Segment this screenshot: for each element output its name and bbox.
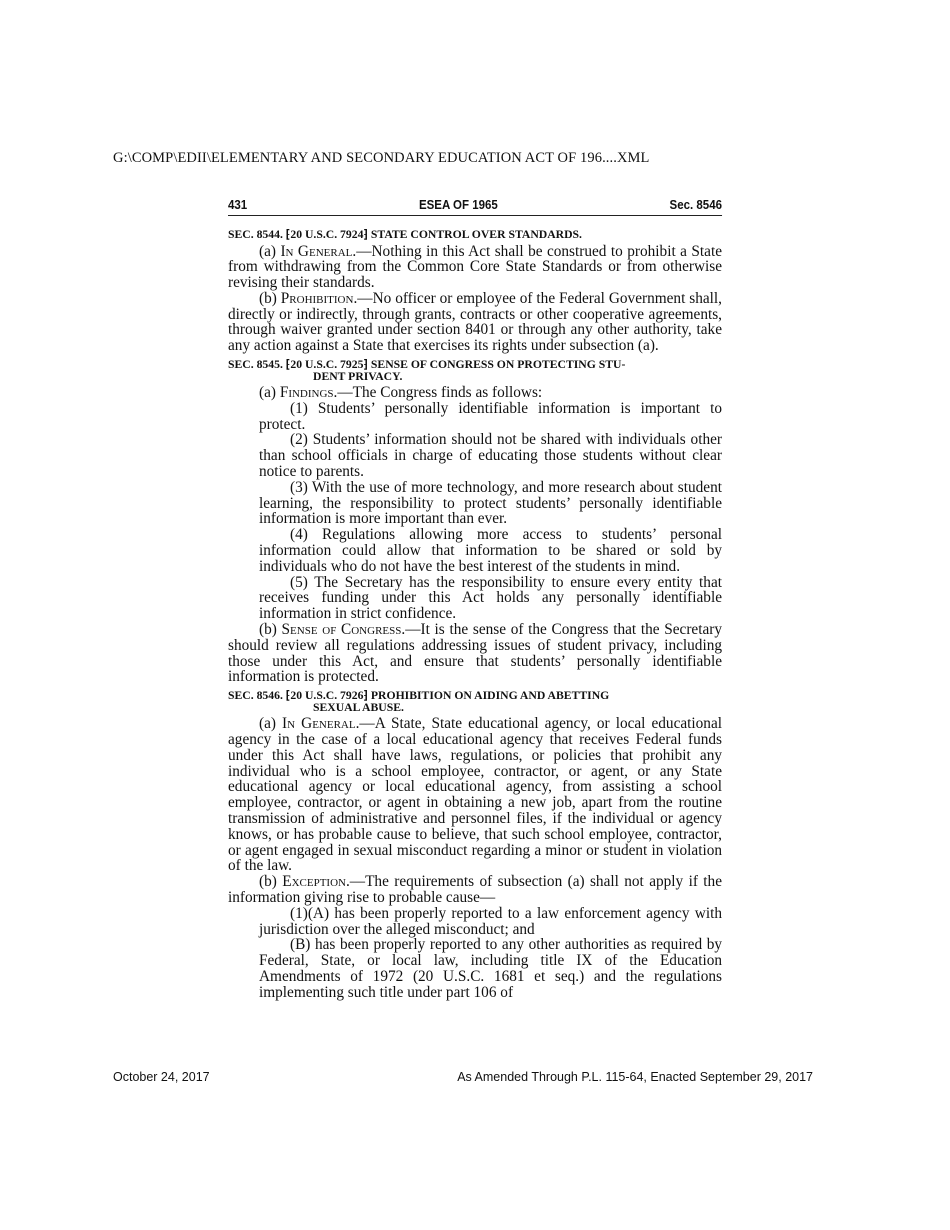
paragraph: (a) Findings.—The Congress finds as follows:	[259, 384, 543, 402]
section-heading-8546: SEC. 8546. ⁅20 U.S.C. 7926⁆ PROHIBITION ON AIDING AND ABETTING SEXUAL ABUSE.	[228, 689, 610, 714]
paragraph: (b) Prohibition.—No officer or employee of the Federal Government shall, directly or indirectly, through grants, contracts or other cooperative agreements, through waiver granted under section 8401 or through any other authority, take any action against a State that exercises its rights under subsection (a).	[228, 289, 722, 355]
section-heading-8544: SEC. 8544. ⁅20 U.S.C. 7924⁆ STATE CONTROL OVER STANDARDS.	[228, 228, 582, 241]
running-head	[228, 198, 722, 216]
paragraph: (b) Sense of Congress.—It is the sense of the Congress that the Secretary should review all regulations addressing issues of student privacy, including those under this Act, and ensure that students’ personally identifiable information is protected.	[228, 621, 722, 686]
page-number: 431	[228, 198, 248, 212]
section-heading-8545: SEC. 8545. ⁅20 U.S.C. 7925⁆ SENSE OF CONGRESS ON PROTECTING STU- DENT PRIVACY.	[228, 358, 626, 383]
footer-amended: As Amended Through P.L. 115-64, Enacted September 29, 2017	[457, 1070, 813, 1084]
finding-1: (1) Students’ personally identifiable information is important to protect.	[259, 399, 722, 433]
finding-5: (5) The Secretary has the responsibility to ensure every entity that receives funding under this Act holds any personally identifiable information in strict confidence.	[259, 573, 722, 623]
finding-4: (4) Regulations allowing more access to students’ personal information could allow that information to be shared or sold by individuals who do not have the best interest of the students in mind.	[259, 526, 722, 575]
page-column	[228, 198, 722, 1001]
paragraph: (b) Exception.—The requirements of subsection (a) shall not apply if the information giving rise to probable cause—	[228, 873, 722, 906]
clause-1B: (B) has been properly reported to any other authorities as required by Federal, State, or local law, including title IX of the Education Amendments of 1972 (20 U.S.C. 1681 et seq.) and the regulations implementing such title under part 106 of	[259, 936, 722, 1001]
document-body	[228, 229, 722, 1001]
running-section: Sec. 8546	[669, 198, 722, 212]
running-title: ESEA OF 1965	[418, 198, 498, 212]
paragraph: (a) In General.—Nothing in this Act shall be construed to prohibit a State from withdrawing from the Common Core State Standards or from otherwise revising their standards.	[228, 242, 722, 292]
clause-1A: (1)(A) has been properly reported to a law enforcement agency with jurisdiction over the alleged misconduct; and	[259, 904, 722, 938]
finding-2: (2) Students’ information should not be shared with individuals other than school officials in charge of educating those students without clear notice to parents.	[259, 431, 722, 481]
paragraph: (a) In General.—A State, State educational agency, or local educational agency in the case of a local educational agency that receives Federal funds under this Act shall have laws, regulations, or policies that prohibit any individual who is a school employee, contractor, or agent, or any State educational agency or local educational agency, from assisting a school employee, contractor, or agent in obtaining a new job, apart from the routine transmission of administrative and personnel files, if the individual or agency knows, or has probable cause to believe, that such school employee, contractor, or agent engaged in sexual misconduct regarding a minor or student in violation of the law.	[228, 715, 722, 875]
file-path: G:\COMP\EDII\ELEMENTARY AND SECONDARY EDUCATION ACT OF 196....XML	[113, 150, 650, 166]
finding-3: (3) With the use of more technology, and more research about student learning, the responsibility to protect students’ personally identifiable information is more important than ever.	[259, 478, 722, 528]
footer-date: October 24, 2017	[113, 1070, 210, 1084]
